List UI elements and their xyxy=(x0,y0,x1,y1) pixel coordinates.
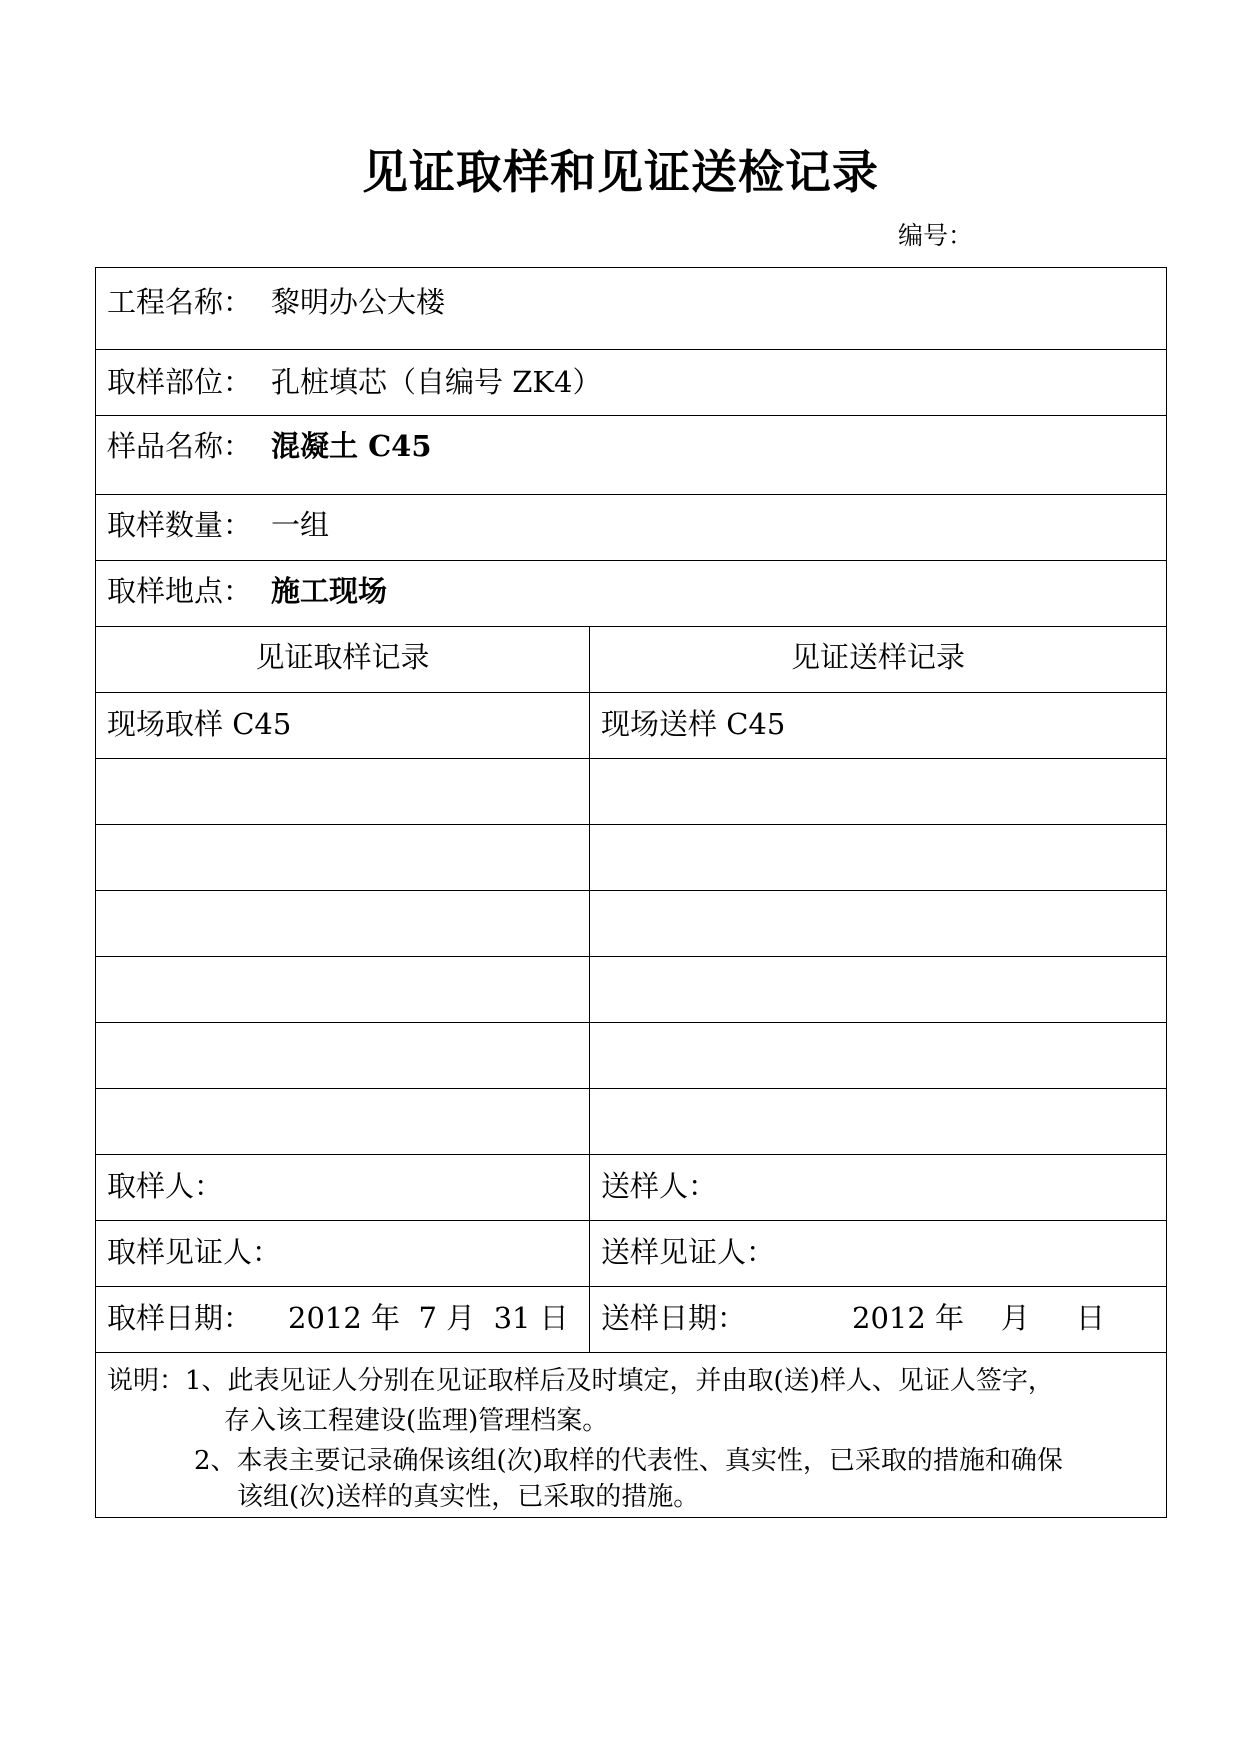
table-row xyxy=(95,692,1167,758)
project-name-row xyxy=(95,267,1167,349)
record-header-row xyxy=(95,626,1167,692)
note-line-4: 该组(次)送样的真实性，已采取的措施。 xyxy=(237,1482,700,1512)
project-name-value[interactable]: 黎明办公大楼 xyxy=(271,285,446,319)
sampling-record-cell[interactable] xyxy=(96,957,590,1022)
sample-quantity-row xyxy=(95,494,1167,560)
send-date-cell[interactable] xyxy=(590,1287,1166,1352)
sample-name-value[interactable]: 混凝土 C45 xyxy=(271,429,432,463)
sampler-label: 取样人： xyxy=(107,1169,224,1203)
sending-record-text: 现场送样 C45 xyxy=(601,707,786,741)
sampling-location-value[interactable]: 施工现场 xyxy=(271,574,388,608)
serial-number-label: 编号： xyxy=(898,221,974,250)
sample-witness-cell[interactable] xyxy=(96,1221,590,1286)
sending-record-cell[interactable] xyxy=(590,759,1166,824)
record-form xyxy=(95,267,1167,1518)
sender-label: 送样人： xyxy=(601,1169,718,1203)
sampling-record-cell[interactable] xyxy=(96,1089,590,1154)
sampling-position-label: 取样部位： xyxy=(107,365,253,399)
send-witness-cell[interactable] xyxy=(590,1221,1166,1286)
sample-quantity-label: 取样数量： xyxy=(107,508,253,542)
table-row xyxy=(95,1022,1167,1088)
sending-record-cell[interactable] xyxy=(590,891,1166,956)
sampling-location-label: 取样地点： xyxy=(107,574,253,608)
sending-record-cell[interactable] xyxy=(590,1023,1166,1088)
document-title: 见证取样和见证送检记录 xyxy=(362,145,879,199)
witness-row xyxy=(95,1220,1167,1286)
table-row xyxy=(95,956,1167,1022)
project-name-label: 工程名称： xyxy=(107,285,253,319)
sending-record-cell[interactable] xyxy=(590,957,1166,1022)
sampling-record-cell[interactable] xyxy=(96,825,590,890)
sending-record-cell[interactable] xyxy=(590,693,1166,758)
sample-name-row xyxy=(95,415,1167,494)
send-date-label: 送样日期： xyxy=(601,1301,747,1335)
table-row xyxy=(95,758,1167,824)
date-row xyxy=(95,1286,1167,1352)
table-row xyxy=(95,890,1167,956)
witness-sending-header-cell xyxy=(590,627,1166,692)
sample-name-label: 样品名称： xyxy=(107,429,253,463)
note-line-2: 存入该工程建设(监理)管理档案。 xyxy=(224,1406,609,1436)
sampling-record-cell[interactable] xyxy=(96,693,590,758)
sampler-cell[interactable] xyxy=(96,1155,590,1220)
witness-sampling-header-cell xyxy=(96,627,590,692)
sampling-location-row xyxy=(95,560,1167,626)
sampling-record-cell[interactable] xyxy=(96,1023,590,1088)
note-line-3: 2、本表主要记录确保该组(次)取样的代表性、真实性，已采取的措施和确保 xyxy=(194,1446,1063,1476)
sample-date-value[interactable]: 2012 年 7 月 31 日 xyxy=(288,1301,569,1335)
sample-quantity-value[interactable]: 一组 xyxy=(271,508,330,542)
table-row xyxy=(95,824,1167,890)
sender-cell[interactable] xyxy=(590,1155,1166,1220)
sampling-record-cell[interactable] xyxy=(96,759,590,824)
sampling-position-value[interactable]: 孔桩填芯（自编号 ZK4） xyxy=(271,365,602,399)
sending-record-cell[interactable] xyxy=(590,1089,1166,1154)
note-line-1: 说明：1、此表见证人分别在见证取样后及时填定，并由取(送)样人、见证人签字， xyxy=(107,1366,1054,1396)
send-date-value[interactable]: 2012 年 月 日 xyxy=(852,1301,1105,1335)
witness-sampling-header: 见证取样记录 xyxy=(255,640,430,674)
sending-record-cell[interactable] xyxy=(590,825,1166,890)
notes-section xyxy=(95,1352,1167,1518)
witness-sending-header: 见证送样记录 xyxy=(790,640,965,674)
sampling-position-row xyxy=(95,349,1167,415)
sampler-row xyxy=(95,1154,1167,1220)
sampling-record-cell[interactable] xyxy=(96,891,590,956)
table-row xyxy=(95,1088,1167,1154)
sample-witness-label: 取样见证人： xyxy=(107,1235,282,1269)
sample-date-label: 取样日期： xyxy=(107,1301,253,1335)
sampling-record-text: 现场取样 C45 xyxy=(107,707,292,741)
send-witness-label: 送样见证人： xyxy=(601,1235,776,1269)
sample-date-cell[interactable] xyxy=(96,1287,590,1352)
